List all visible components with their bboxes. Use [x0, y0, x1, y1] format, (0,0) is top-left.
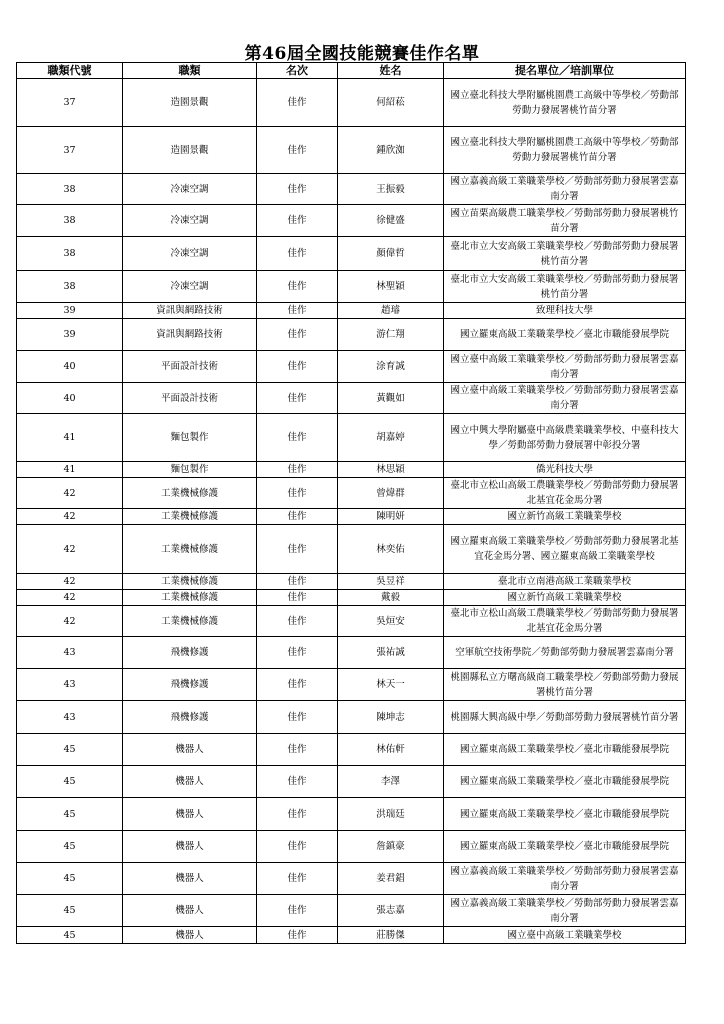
rank-cell: 佳作: [257, 637, 338, 669]
trade-cell: 機器人: [123, 863, 257, 895]
code-cell: 45: [17, 734, 123, 766]
unit-cell: 國立羅東高級工業職業學校／臺北市職能發展學院: [444, 319, 686, 351]
rank-cell: 佳作: [257, 509, 338, 525]
table-row: [17, 351, 686, 383]
rank-cell: 佳作: [257, 701, 338, 734]
rank-cell: 佳作: [257, 351, 338, 383]
rank-cell: 佳作: [257, 831, 338, 863]
header-unit: 提名單位／培訓單位: [444, 63, 686, 79]
trade-cell: 冷凍空調: [123, 271, 257, 303]
rank-cell: 佳作: [257, 205, 338, 237]
code-cell: 38: [17, 174, 123, 205]
header-name: 姓名: [338, 63, 444, 79]
rank-cell: 佳作: [257, 127, 338, 174]
unit-cell: 國立羅東高級工業職業學校／臺北市職能發展學院: [444, 798, 686, 831]
code-cell: 42: [17, 606, 123, 637]
name-cell: 陳明妍: [338, 509, 444, 525]
trade-cell: 機器人: [123, 895, 257, 927]
code-cell: 45: [17, 766, 123, 798]
rank-cell: 佳作: [257, 895, 338, 927]
header-rank: 名次: [257, 63, 338, 79]
rank-cell: 佳作: [257, 525, 338, 574]
name-cell: 吳烜安: [338, 606, 444, 637]
code-cell: 37: [17, 127, 123, 174]
table-row: [17, 462, 686, 478]
name-cell: 涂育誠: [338, 351, 444, 383]
trade-cell: 資訊與網路技術: [123, 303, 257, 319]
code-cell: 43: [17, 701, 123, 734]
header-code: 職類代號: [17, 63, 123, 79]
trade-cell: 麵包製作: [123, 462, 257, 478]
table-row: [17, 863, 686, 895]
name-cell: 王振毅: [338, 174, 444, 205]
rank-cell: 佳作: [257, 734, 338, 766]
unit-cell: 國立臺北科技大學附屬桃園農工高級中等學校／勞動部勞動力發展署桃竹苗分署: [444, 79, 686, 127]
trade-cell: 造園景觀: [123, 79, 257, 127]
rank-cell: 佳作: [257, 669, 338, 701]
unit-cell: 國立羅東高級工業職業學校／勞動部勞動力發展署北基宜花金馬分署、國立羅東高級工業職業學校: [444, 525, 686, 574]
name-cell: 李澤: [338, 766, 444, 798]
code-cell: 38: [17, 205, 123, 237]
unit-cell: 臺北市立南港高級工業職業學校: [444, 574, 686, 590]
code-cell: 41: [17, 414, 123, 462]
table-row: [17, 271, 686, 303]
trade-cell: 機器人: [123, 734, 257, 766]
code-cell: 39: [17, 319, 123, 351]
unit-cell: 國立羅東高級工業職業學校／臺北市職能發展學院: [444, 766, 686, 798]
rank-cell: 佳作: [257, 478, 338, 509]
code-cell: 45: [17, 863, 123, 895]
table-row: [17, 734, 686, 766]
name-cell: 林聖穎: [338, 271, 444, 303]
table-row: [17, 174, 686, 205]
name-cell: 趙璿: [338, 303, 444, 319]
table-row: [17, 79, 686, 127]
table-row: [17, 701, 686, 734]
trade-cell: 飛機修護: [123, 637, 257, 669]
name-cell: 莊勝傑: [338, 927, 444, 944]
name-cell: 曾煒群: [338, 478, 444, 509]
rank-cell: 佳作: [257, 462, 338, 478]
code-cell: 38: [17, 271, 123, 303]
name-cell: 林天一: [338, 669, 444, 701]
table-row: [17, 895, 686, 927]
rank-cell: 佳作: [257, 574, 338, 590]
code-cell: 43: [17, 669, 123, 701]
trade-cell: 麵包製作: [123, 414, 257, 462]
unit-cell: 桃園縣大興高級中學／勞動部勞動力發展署桃竹苗分署: [444, 701, 686, 734]
trade-cell: 工業機械修護: [123, 606, 257, 637]
code-cell: 42: [17, 590, 123, 606]
unit-cell: 國立中興大學附屬臺中高級農業職業學校、中臺科技大學／勞動部勞動力發展署中彰投分署: [444, 414, 686, 462]
rank-cell: 佳作: [257, 863, 338, 895]
rank-cell: 佳作: [257, 798, 338, 831]
trade-cell: 機器人: [123, 798, 257, 831]
table-row: [17, 383, 686, 414]
unit-cell: 僑光科技大學: [444, 462, 686, 478]
unit-cell: 桃園縣私立方曙高級商工職業學校／勞動部勞動力發展署桃竹苗分署: [444, 669, 686, 701]
name-cell: 洪瑞廷: [338, 798, 444, 831]
name-cell: 林佑軒: [338, 734, 444, 766]
table-row: [17, 831, 686, 863]
code-cell: 45: [17, 895, 123, 927]
trade-cell: 平面設計技術: [123, 383, 257, 414]
table-row: [17, 509, 686, 525]
unit-cell: 國立臺中高級工業職業學校／勞動部勞動力發展署雲嘉南分署: [444, 383, 686, 414]
trade-cell: 冷凍空調: [123, 237, 257, 271]
trade-cell: 造園景觀: [123, 127, 257, 174]
rank-cell: 佳作: [257, 79, 338, 127]
unit-cell: 國立苗栗高級農工職業學校／勞動部勞動力發展署桃竹苗分署: [444, 205, 686, 237]
code-cell: 45: [17, 831, 123, 863]
trade-cell: 平面設計技術: [123, 351, 257, 383]
code-cell: 39: [17, 303, 123, 319]
unit-cell: 國立羅東高級工業職業學校／臺北市職能發展學院: [444, 734, 686, 766]
unit-cell: 國立羅東高級工業職業學校／臺北市職能發展學院: [444, 831, 686, 863]
table-row: [17, 237, 686, 271]
code-cell: 43: [17, 637, 123, 669]
name-cell: 戴毅: [338, 590, 444, 606]
unit-cell: 國立新竹高級工業職業學校: [444, 509, 686, 525]
table-row: [17, 525, 686, 574]
table-row: [17, 205, 686, 237]
unit-cell: 臺北市立大安高級工業職業學校／勞動部勞動力發展署桃竹苗分署: [444, 271, 686, 303]
unit-cell: 國立新竹高級工業職業學校: [444, 590, 686, 606]
table-row: [17, 414, 686, 462]
code-cell: 37: [17, 79, 123, 127]
table-row: [17, 127, 686, 174]
table-row: [17, 478, 686, 509]
rank-cell: 佳作: [257, 303, 338, 319]
table-row: [17, 798, 686, 831]
table-row: [17, 669, 686, 701]
table-row: [17, 319, 686, 351]
rank-cell: 佳作: [257, 174, 338, 205]
table-row: [17, 927, 686, 944]
page-title: 第46屆全國技能競賽佳作名單: [244, 44, 480, 64]
trade-cell: 冷凍空調: [123, 174, 257, 205]
rank-cell: 佳作: [257, 927, 338, 944]
table-row: [17, 303, 686, 319]
name-cell: 張祐誠: [338, 637, 444, 669]
trade-cell: 冷凍空調: [123, 205, 257, 237]
trade-cell: 飛機修護: [123, 701, 257, 734]
unit-cell: 國立嘉義高級工業職業學校／勞動部勞動力發展署雲嘉南分署: [444, 174, 686, 205]
name-cell: 顏偉哲: [338, 237, 444, 271]
name-cell: 詹鎮豪: [338, 831, 444, 863]
code-cell: 45: [17, 798, 123, 831]
code-cell: 42: [17, 509, 123, 525]
unit-cell: 國立嘉義高級工業職業學校／勞動部勞動力發展署雲嘉南分署: [444, 863, 686, 895]
name-cell: 黃觀如: [338, 383, 444, 414]
code-cell: 42: [17, 478, 123, 509]
rank-cell: 佳作: [257, 237, 338, 271]
name-cell: 吳昱祥: [338, 574, 444, 590]
name-cell: 林奕佑: [338, 525, 444, 574]
name-cell: 胡嘉婷: [338, 414, 444, 462]
table-row: [17, 574, 686, 590]
name-cell: 游仁翔: [338, 319, 444, 351]
code-cell: 42: [17, 574, 123, 590]
trade-cell: 工業機械修護: [123, 525, 257, 574]
rank-cell: 佳作: [257, 414, 338, 462]
code-cell: 38: [17, 237, 123, 271]
table-row: [17, 606, 686, 637]
unit-cell: 國立臺中高級工業職業學校／勞動部勞動力發展署雲嘉南分署: [444, 351, 686, 383]
trade-cell: 機器人: [123, 766, 257, 798]
trade-cell: 機器人: [123, 831, 257, 863]
name-cell: 徐健盛: [338, 205, 444, 237]
header-trade: 職類: [123, 63, 257, 79]
name-cell: 鍾欣洳: [338, 127, 444, 174]
table-row: [17, 637, 686, 669]
code-cell: 40: [17, 383, 123, 414]
unit-cell: 國立臺中高級工業職業學校: [444, 927, 686, 944]
trade-cell: 工業機械修護: [123, 574, 257, 590]
unit-cell: 致理科技大學: [444, 303, 686, 319]
code-cell: 40: [17, 351, 123, 383]
unit-cell: 國立臺北科技大學附屬桃園農工高級中等學校／勞動部勞動力發展署桃竹苗分署: [444, 127, 686, 174]
name-cell: 林思穎: [338, 462, 444, 478]
trade-cell: 機器人: [123, 927, 257, 944]
unit-cell: 臺北市立松山高級工農職業學校／勞動部勞動力發展署北基宜花金馬分署: [444, 606, 686, 637]
code-cell: 41: [17, 462, 123, 478]
rank-cell: 佳作: [257, 590, 338, 606]
trade-cell: 工業機械修護: [123, 478, 257, 509]
unit-cell: 臺北市立松山高級工農職業學校／勞動部勞動力發展署北基宜花金馬分署: [444, 478, 686, 509]
trade-cell: 工業機械修護: [123, 509, 257, 525]
table-row: [17, 590, 686, 606]
unit-cell: 空軍航空技術學院／勞動部勞動力發展署雲嘉南分署: [444, 637, 686, 669]
trade-cell: 飛機修護: [123, 669, 257, 701]
name-cell: 張志嘉: [338, 895, 444, 927]
name-cell: 姜君錩: [338, 863, 444, 895]
code-cell: 45: [17, 927, 123, 944]
award-table: [16, 62, 686, 944]
rank-cell: 佳作: [257, 319, 338, 351]
rank-cell: 佳作: [257, 383, 338, 414]
trade-cell: 工業機械修護: [123, 590, 257, 606]
trade-cell: 資訊與網路技術: [123, 319, 257, 351]
unit-cell: 臺北市立大安高級工業職業學校／勞動部勞動力發展署桃竹苗分署: [444, 237, 686, 271]
rank-cell: 佳作: [257, 271, 338, 303]
rank-cell: 佳作: [257, 606, 338, 637]
name-cell: 何紹菘: [338, 79, 444, 127]
rank-cell: 佳作: [257, 766, 338, 798]
code-cell: 42: [17, 525, 123, 574]
header-row: [17, 63, 686, 79]
name-cell: 陳坤志: [338, 701, 444, 734]
unit-cell: 國立嘉義高級工業職業學校／勞動部勞動力發展署雲嘉南分署: [444, 895, 686, 927]
table-row: [17, 766, 686, 798]
